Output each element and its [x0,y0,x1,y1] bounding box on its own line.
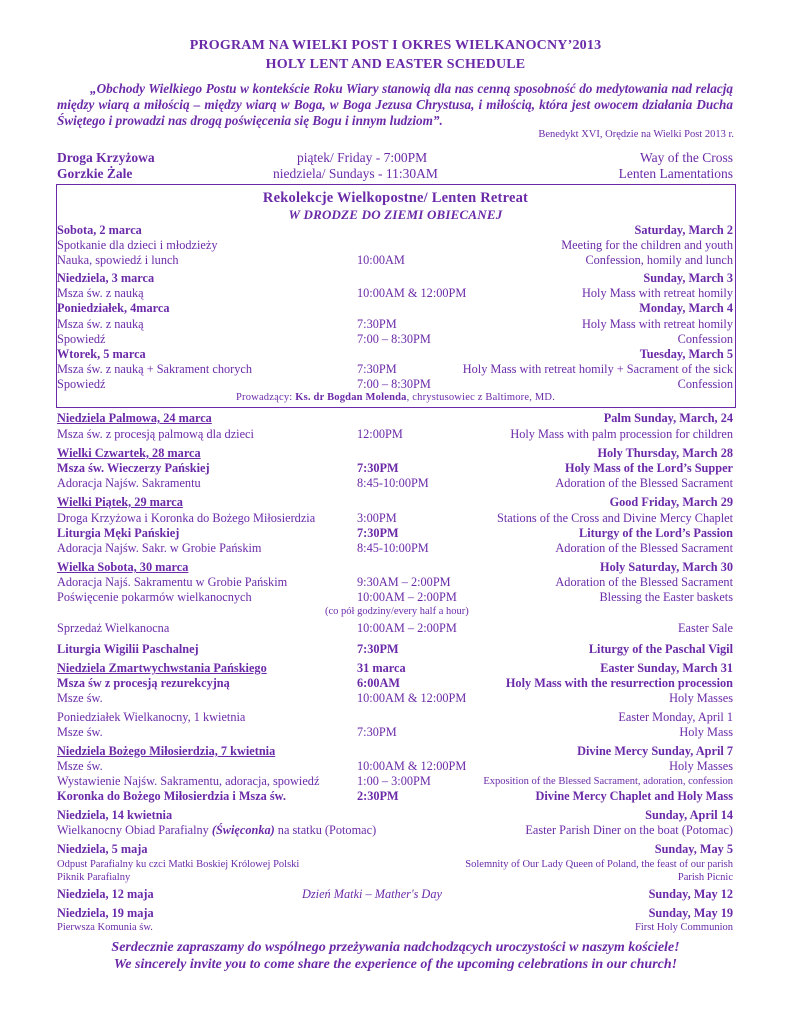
weekly-row [57,166,733,181]
row-label-en: Easter Sale [678,621,733,635]
row-label-pl-text: Poniedziałek Wielkanocny, 1 kwietnia [57,710,246,724]
row-label-pl-text: Koronka do Bożego Miłosierdzia i Msza św. [57,789,286,803]
papal-quote: „Obchody Wielkiego Postu w kontekście Roku Wiary stanowią dla nas cenną sposobność do medytowania nad relacją między wiarą a miłością – między wiarą w Boga, w Boga Jezusa Chrystusa, i miłością, która jest owocem działania Ducha Świętego i prowadzi nas drogą poświęcenia się Bogu i innym ludziom”. [57,81,733,128]
schedule-row [57,427,733,442]
footer-polish: Serdecznie zapraszamy do wspólnego przeżywania nadchodzących uroczystości w naszym kościele! [111,940,680,955]
schedule-row [57,710,733,725]
weekly-en: Way of the Cross [639,150,733,165]
row-label-pl-text: Msze św. [57,725,103,739]
schedule-row [57,377,733,392]
row-label-pl [57,362,252,377]
row-label-en: Adoration of the Blessed Sacrament [555,575,733,589]
row-label-en: Liturgy of the Lord’s Passion [579,526,733,540]
row-label-pl-text: Niedziela, 19 maja [57,906,154,920]
row-label-pl-text: Wtorek, 5 marca [57,347,146,361]
row-time: 7:30PM [357,317,397,331]
row-label-pl [57,495,183,510]
row-time: 10:00AM – 2:00PM [357,621,457,635]
schedule-row [57,271,733,286]
row-label-pl-text: Wielka Sobota, 30 marca [57,560,189,574]
row-label-pl [57,317,144,332]
row-label-en: Easter Monday, April 1 [618,710,733,724]
row-label-pl [57,238,218,253]
row-label-en: Palm Sunday, March, 24 [603,411,733,425]
row-label-pl-text: Wielki Czwartek, 28 marca [57,446,201,460]
row-label-en: Holy Mass with the resurrection procession [505,676,733,690]
schedule-row [57,621,733,636]
schedule-row [57,317,733,332]
row-label-en: Confession [677,332,733,346]
schedule-row [57,744,733,759]
schedule-row [57,823,733,838]
schedule-row [57,759,733,774]
schedule-row [57,789,733,804]
row-label-pl [57,526,179,541]
row-label-pl [57,906,154,921]
row-label-pl-text: Piknik Parafialny [57,872,131,883]
row-label-pl-text: Adoracja Najś. Sakramentu w Grobie Pańskim [57,575,288,589]
row-label-en: Divine Mercy Sunday, April 7 [577,744,733,758]
row-time: 8:45-10:00PM [357,476,429,490]
schedule-row [57,253,733,268]
row-time: 10:00AM – 2:00PM [357,590,457,604]
row-label-pl-text: Niedziela, 3 marca [57,271,155,285]
row-label-pl [57,541,261,556]
schedule-row [57,870,733,885]
schedule-row [57,238,733,253]
row-time: 10:00AM & 12:00PM [357,286,467,300]
row-label-en: Holy Mass with retreat homily [582,286,733,300]
row-time: (co pół godziny/every half a hour) [325,606,469,617]
schedule-row [57,411,733,426]
row-label-pl-text: Liturgia Wigilii Paschalnej [57,642,199,656]
schedule-row [57,590,733,605]
row-label-pl-text: Spowiedź [57,377,106,391]
row-time: 2:30PM [357,789,399,803]
row-label-pl-text: Adoracja Najśw. Sakr. w Grobie Pańskim [57,541,262,555]
row-label-en: Sunday, May 5 [654,842,733,856]
row-label-en: Divine Mercy Chaplet and Holy Mass [535,789,733,803]
row-label-pl [57,271,154,286]
row-label-pl-text: Poświęcenie pokarmów wielkanocnych [57,590,252,604]
row-label-en: Holy Masses [669,759,733,773]
row-label-pl-text: Msza św. z nauką [57,317,144,331]
row-label-en: Adoration of the Blessed Sacrament [555,541,733,555]
schedule-row [57,642,733,657]
row-label-en: Stations of the Cross and Divine Mercy Chaplet [497,511,733,525]
row-label-pl [57,621,169,636]
row-label-pl-text: Wystawienie Najśw. Sakramentu, adoracja, spowiedź [57,774,320,788]
row-label-pl-text: Msza św. z procesją palmową dla dzieci [57,427,254,441]
row-label-en: Confession, homily and lunch [585,253,733,267]
row-label-pl-text: Msze św. [57,691,103,705]
row-time: 12:00PM [357,427,403,441]
row-label-pl-text: Sprzedaż Wielkanocna [57,621,170,635]
row-time: 6:00AM [357,676,401,690]
row-label-pl-text: Niedziela, 5 maja [57,842,148,856]
schedule-row [57,560,733,575]
row-label-en: Tuesday, March 5 [639,347,733,361]
row-label-pl [57,691,103,706]
row-label-en: Good Friday, March 29 [609,495,733,509]
row-label-pl [57,476,201,491]
weekly-pl: Droga Krzyżowa [57,150,155,165]
row-time: 10:00AM & 12:00PM [357,691,467,705]
schedule-row [57,604,733,619]
schedule-row [57,575,733,590]
schedule-row [57,301,733,316]
schedule-row [57,676,733,691]
row-label-en: Easter Sunday, March 31 [600,661,733,675]
row-label-pl-text: Odpust Parafialny ku czci Matki Boskiej Królowej Polski [57,859,300,870]
row-label-pl [57,842,148,857]
schedule-row [57,906,733,921]
row-time: 3:00PM [357,511,397,525]
title-english: HOLY LENT AND EASTER SCHEDULE [265,57,526,72]
row-label-en: Holy Mass [679,725,733,739]
weekly-time: piątek/ Friday - 7:00PM [297,150,428,165]
row-label-pl [57,808,172,823]
row-label-pl [57,301,169,316]
row-label-pl-text: Sobota, 2 marca [57,223,142,237]
leader-suffix: , chrystusowiec z Baltimore, MD. [406,392,556,403]
row-label-pl-text: Liturgia Męki Pańskiej [57,526,180,540]
row-label-pl [57,560,188,575]
schedule-row [57,725,733,740]
retreat-title: Rekolekcje Wielkopostne/ Lenten Retreat [262,190,529,206]
row-label-en: Confession [677,377,733,391]
row-label-pl-text: Msza św. z nauką + Sakrament chorych [57,362,252,376]
row-label-pl-text: Niedziela, 12 maja [57,887,154,901]
row-time: 7:30PM [357,362,397,376]
row-label-pl [57,377,106,392]
row-label-pl-emphasis: (Święconka) [211,823,275,837]
footer-english: We sincerely invite you to come share the experience of the upcoming celebrations in our church! [113,957,678,972]
row-label-en: Meeting for the children and youth [561,238,733,252]
schedule-row [57,332,733,347]
row-time: 7:30PM [357,461,399,475]
row-label-pl [57,759,103,774]
row-label-pl [57,511,315,526]
row-label-pl-text: Wielki Piątek, 29 marca [57,495,183,509]
row-label-pl [57,575,287,590]
leader-name: Ks. dr Bogdan Molenda [295,392,407,403]
row-label-pl-text: Msza św. Wieczerzy Pańskiej [57,461,210,475]
row-label-pl-text: Poniedziałek, 4marca [57,301,170,315]
row-label-pl [57,725,103,740]
row-label-en: Sunday, March 3 [643,271,733,285]
row-label-pl-text: Msza św. z nauką [57,286,144,300]
weekly-en: Lenten Lamentations [618,166,733,181]
row-label-en: Blessing the Easter baskets [599,590,733,604]
row-label-pl [57,590,252,605]
row-label-pl-text: Niedziela Zmartwychwstania Pańskiego [57,661,267,675]
row-label-en: Holy Mass with retreat homily + Sacrament of the sick [462,362,733,376]
row-label-pl [57,642,199,657]
schedule-row [57,887,733,902]
row-time: 10:00AM [357,253,405,267]
schedule-row [57,286,733,301]
weekly-pl: Gorzkie Żale [57,166,133,181]
row-label-pl [57,710,245,725]
row-label-pl [57,870,130,885]
row-label-pl [57,427,254,442]
row-label-pl-text: Niedziela Palmowa, 24 marca [57,411,212,425]
schedule-row [57,526,733,541]
row-label-pl-text: Pierwsza Komunia św. [57,922,153,933]
schedule-row [57,495,733,510]
quote-source: Benedykt XVI, Orędzie na Wielki Post 2013 r. [538,129,734,140]
row-time: 8:45-10:00PM [357,541,429,555]
row-label-pl [57,920,153,935]
title-polish: PROGRAM NA WIELKI POST I OKRES WIELKANOCNY’2013 [189,38,602,53]
row-time: 9:30AM – 2:00PM [357,575,451,589]
row-label-pl [57,676,230,691]
row-label-pl-text: Adoracja Najśw. Sakramentu [57,476,201,490]
row-time: 7:30PM [357,725,397,739]
row-label-en: Adoration of the Blessed Sacrament [555,476,733,490]
row-label-pl-text: Msze św. [57,759,103,773]
schedule-row [57,347,733,362]
row-label-pl [57,823,376,838]
row-label-en: Holy Masses [669,691,733,705]
row-label-en: Holy Thursday, March 28 [597,446,733,460]
schedule-row [57,661,733,676]
row-label-en: Holy Mass with palm procession for children [510,427,733,441]
row-time: 7:00 – 8:30PM [357,377,431,391]
schedule-row [57,362,733,377]
schedule-row [57,842,733,857]
row-label-pl [57,887,154,902]
row-label-pl [57,744,275,759]
row-label-pl [57,411,212,426]
row-label-pl [57,446,201,461]
row-label-pl [57,286,144,301]
retreat-subtitle: W DRODZE DO ZIEMI OBIECANEJ [288,207,503,222]
row-label-pl [57,347,146,362]
schedule-row [57,691,733,706]
row-time: 10:00AM & 12:00PM [357,759,467,773]
row-label-en: Parish Picnic [677,872,733,883]
row-label-en: Exposition of the Blessed Sacrament, adoration, confession [483,776,733,787]
schedule-row [57,541,733,556]
row-label-pl [57,332,106,347]
schedule-row [57,920,733,935]
row-label-pl-text: Spowiedź [57,332,106,346]
schedule-row [57,476,733,491]
leader-prefix: Prowadzący: [235,392,296,403]
row-label-pl-text: Droga Krzyżowa i Koronka do Bożego Miłosierdzia [57,511,316,525]
row-time: Dzień Matki – Mather's Day [302,887,442,901]
row-label-en: Holy Mass of the Lord’s Supper [565,461,733,475]
row-label-pl [57,774,319,789]
weekly-row [57,150,733,165]
row-label-pl [57,461,210,476]
row-label-en: Solemnity of Our Lady Queen of Poland, the feast of our parish [465,859,733,870]
row-label-pl-text: Niedziela Bożego Miłosierdzia, 7 kwietnia [57,744,276,758]
row-label-en: First Holy Communion [634,922,733,933]
row-label-en: Saturday, March 2 [634,223,733,237]
row-label-pl [57,661,267,676]
row-time: 7:30PM [357,526,399,540]
weekly-time: niedziela/ Sundays - 11:30AM [273,166,438,181]
row-label-en: Easter Parish Diner on the boat (Potomac) [525,823,733,837]
row-label-pl-text: Wielkanocny Obiad Parafialny [57,823,209,837]
row-time: 1:00 – 3:00PM [357,774,431,788]
row-label-en: Holy Mass with retreat homily [582,317,733,331]
row-label-en: Sunday, April 14 [645,808,733,822]
row-time: 7:00 – 8:30PM [357,332,431,346]
row-label-pl [57,223,142,238]
row-label-pl-text: Niedziela, 14 kwietnia [57,808,173,822]
row-label-pl-text: Spotkanie dla dzieci i młodzieży [57,238,218,252]
row-label-pl-text: Msza św z procesją rezurekcyjną [57,676,230,690]
row-time: 7:30PM [357,642,399,656]
schedule-row [57,808,733,823]
row-label-pl-tail: na statku (Potomac) [274,823,377,837]
row-label-en: Sunday, May 12 [648,887,733,901]
row-label-pl [57,789,286,804]
row-time: 31 marca [357,661,406,675]
schedule-row [57,446,733,461]
row-label-pl [57,253,179,268]
schedule-row [57,511,733,526]
row-label-en: Liturgy of the Paschal Vigil [588,642,733,656]
row-label-en: Holy Saturday, March 30 [600,560,733,574]
schedule-row [57,223,733,238]
retreat-leader [0,392,791,403]
schedule-row [57,461,733,476]
row-label-en: Sunday, May 19 [648,906,733,920]
row-label-pl-text: Nauka, spowiedź i lunch [57,253,179,267]
row-label-en: Monday, March 4 [639,301,733,315]
schedule-row [57,774,733,789]
